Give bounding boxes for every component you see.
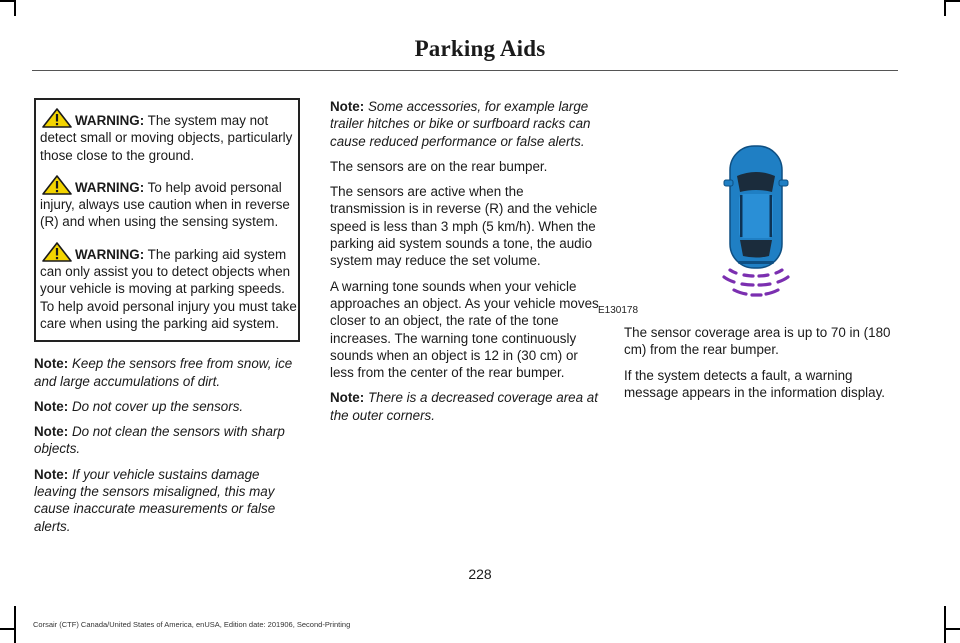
warning-label: WARNING: — [75, 113, 145, 128]
page-footer: Corsair (CTF) Canada/United States of America, enUSA, Edition date: 201906, Second-Printing — [33, 620, 351, 629]
crop-mark — [944, 628, 960, 630]
rear-sensor-figure — [598, 98, 900, 316]
crop-mark — [944, 0, 960, 2]
warning-label: WARNING: — [75, 246, 145, 262]
note-text: Do not cover up the sensors. — [68, 398, 244, 414]
body-paragraph: If the system detects a fault, a warning message appears in the information display. — [624, 367, 886, 400]
note-text: There is a decreased coverage area at the outer corners. — [330, 390, 598, 423]
column-right — [624, 324, 896, 409]
note-label: Note: — [34, 466, 69, 482]
note-text: Do not clean the sensors with sharp objects. — [34, 424, 285, 457]
warning-triangle-icon — [42, 242, 72, 262]
page-title: Parking Aids — [414, 36, 546, 61]
column-middle — [330, 98, 602, 432]
warning-text: The system may not detect small or moving objects, particularly those close to the ground. — [40, 113, 293, 163]
warning-triangle-icon — [42, 175, 72, 195]
note-text: If your vehicle sustains damage leaving the sensors misaligned, this may cause inaccurate measurements or false alerts. — [34, 466, 276, 534]
warning-item — [40, 242, 298, 332]
body-paragraph: The sensors are on the rear bumper. — [330, 158, 548, 174]
crop-mark — [14, 0, 16, 16]
body-paragraph: A warning tone sounds when your vehicle approaches an object. As your vehicle moves closer to an object, the rate of the tone increases. The warning tone continuously sounds when an object is 12 in (30 cm) or less from the center of the rear bumper. — [330, 278, 599, 381]
note-paragraph — [34, 398, 300, 415]
header-divider — [32, 70, 898, 71]
warning-box — [34, 98, 300, 342]
figure-id: E130178 — [598, 305, 639, 316]
note-text: Keep the sensors free from snow, ice and large accumulations of dirt. — [34, 356, 293, 389]
note-label: Note: — [330, 99, 365, 114]
body-paragraph: The sensors are active when the transmission is in reverse (R) and the vehicle speed is less than 3 mph (5 km/h). When the parking aid system sounds a tone, the audio system may reduce the set volume. — [330, 184, 598, 269]
note-paragraph — [34, 466, 300, 535]
note-label: Note: — [330, 390, 365, 406]
warning-triangle-icon — [42, 108, 72, 128]
crop-mark — [944, 0, 946, 16]
sensor-waves-icon — [598, 98, 900, 298]
column-left — [34, 98, 300, 543]
warning-item — [40, 108, 298, 164]
note-paragraph — [330, 389, 602, 424]
note-text: Some accessories, for example large trailer hitches or bike or surfboard racks can cause reduced performance or false alerts. — [330, 99, 591, 149]
note-paragraph — [330, 98, 602, 150]
crop-mark — [14, 606, 16, 643]
page-number: 228 — [468, 566, 492, 582]
note-label: Note: — [34, 356, 69, 372]
note-label: Note: — [34, 398, 69, 414]
warning-text: The parking aid system can only assist you to detect objects when your vehicle is moving at parking speeds. To help avoid personal injury you must take care when using the parking aid system. — [40, 246, 297, 331]
body-paragraph: The sensor coverage area is up to 70 in (180 cm) from the rear bumper. — [624, 325, 891, 358]
warning-text: To help avoid personal injury, always use caution when in reverse (R) and when using the sensing system. — [40, 179, 290, 230]
warning-item — [40, 175, 298, 231]
note-label: Note: — [34, 424, 69, 440]
warning-label: WARNING: — [75, 179, 145, 195]
note-paragraph — [34, 423, 300, 458]
note-paragraph — [34, 355, 300, 390]
crop-mark — [944, 606, 946, 643]
